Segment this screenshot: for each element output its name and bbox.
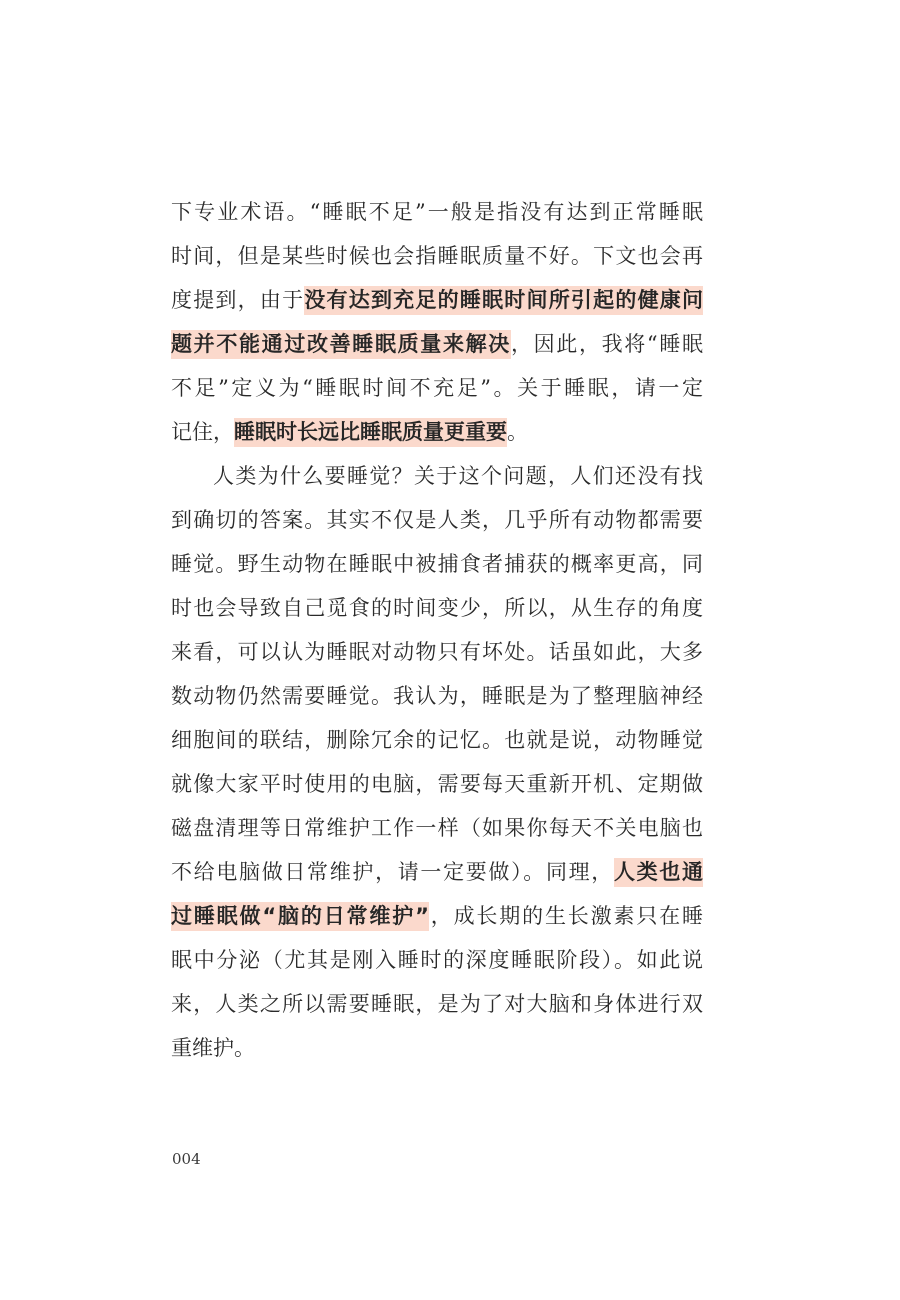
text-line: 过睡眠做“脑的日常维护”，成长期的生长激素只在睡 <box>171 894 703 938</box>
text-line: 记住，睡眠时长远比睡眠质量更重要。 <box>171 410 703 454</box>
text-line: 人类为什么要睡觉？关于这个问题，人们还没有找 <box>213 464 703 488</box>
text-line: 睡觉。野生动物在睡眠中被捕食者捕获的概率更高，同 <box>171 552 703 576</box>
highlight[interactable]: 人类也通 <box>614 858 703 887</box>
highlight[interactable]: 没有达到充足的睡眠时间所引起的健康问 <box>304 286 703 315</box>
text-line: 来，人类之所以需要睡眠，是为了对大脑和身体进行双 <box>171 992 703 1016</box>
text-line: 不足”定义为“睡眠时间不充足”。关于睡眠，请一定 <box>171 376 703 400</box>
text-line: 时间，但是某些时候也会指睡眠质量不好。下文也会再 <box>171 244 703 268</box>
page-number: 004 <box>172 1150 201 1168</box>
highlight[interactable]: 题并不能通过改善睡眠质量来解决 <box>171 330 511 359</box>
text-line: 度提到，由于没有达到充足的睡眠时间所引起的健康问 <box>171 278 703 322</box>
text-line: 重维护。 <box>171 1036 255 1060</box>
text-line: 就像大家平时使用的电脑，需要每天重新开机、定期做 <box>171 772 703 796</box>
text-line: 来看，可以认为睡眠对动物只有坏处。话虽如此，大多 <box>171 640 703 664</box>
highlight[interactable]: 睡眠时长远比睡眠质量更重要 <box>234 418 507 447</box>
text-line: 数动物仍然需要睡觉。我认为，睡眠是为了整理脑神经 <box>171 684 703 708</box>
text-line: 眠中分泌（尤其是刚入睡时的深度睡眠阶段）。如此说 <box>171 948 703 972</box>
text-line: 题并不能通过改善睡眠质量来解决，因此，我将“睡眠 <box>171 322 703 366</box>
text-line: 磁盘清理等日常维护工作一样（如果你每天不关电脑也 <box>171 816 703 840</box>
text-line: 时也会导致自己觅食的时间变少，所以，从生存的角度 <box>171 596 703 620</box>
text-line: 到确切的答案。其实不仅是人类，几乎所有动物都需要 <box>171 508 703 532</box>
text-line: 下专业术语。“睡眠不足”一般是指没有达到正常睡眠 <box>171 200 703 224</box>
body-text <box>171 190 703 1070</box>
text-line: 细胞间的联结，删除冗余的记忆。也就是说，动物睡觉 <box>171 728 703 752</box>
highlight[interactable]: 过睡眠做“脑的日常维护” <box>171 902 429 931</box>
text-line: 不给电脑做日常维护，请一定要做）。同理，人类也通 <box>171 850 703 894</box>
